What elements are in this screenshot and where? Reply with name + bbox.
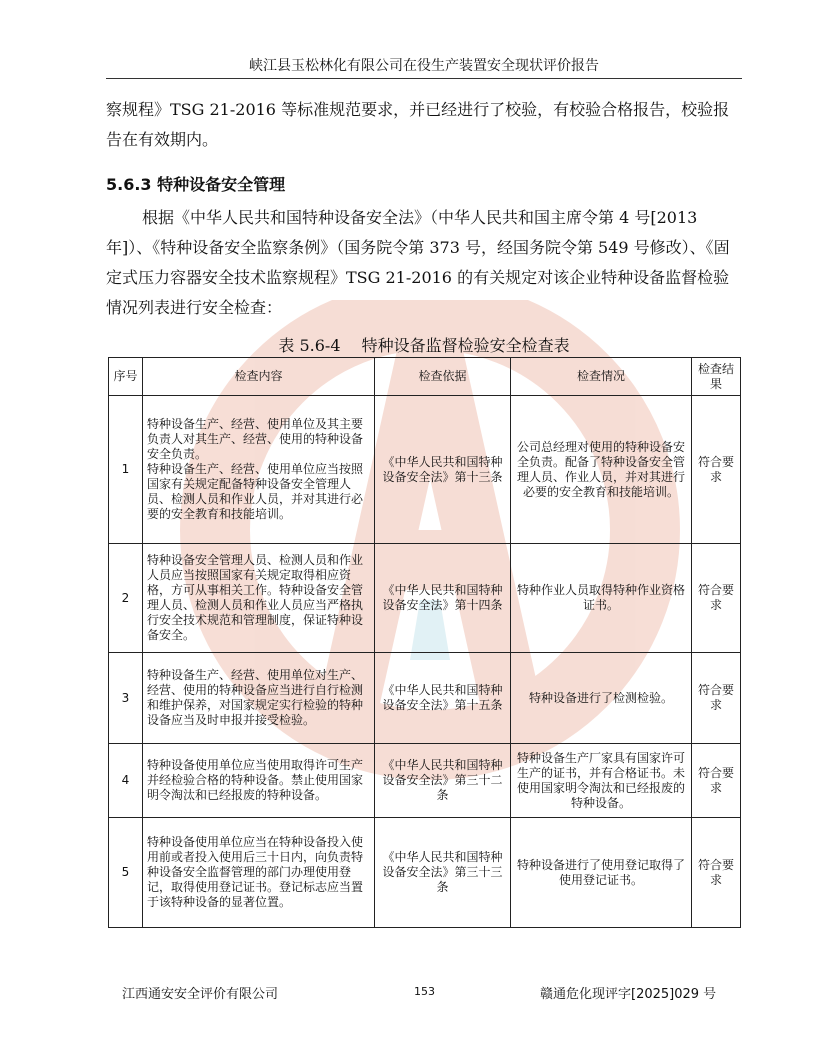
header-no: 序号 xyxy=(109,358,143,396)
row-no: 2 xyxy=(109,544,143,653)
row-basis: 《中华人民共和国特种设备安全法》第十五条 xyxy=(375,653,511,744)
page-header-title: 峡江县玉松林化有限公司在役生产装置安全现状评价报告 xyxy=(249,58,599,74)
footer-page-number: 153 xyxy=(414,985,435,998)
header-divider xyxy=(106,78,742,79)
row-no: 3 xyxy=(109,653,143,744)
footer-document-number: 赣通危化现评字[2025]029 号 xyxy=(540,987,717,1002)
row-result: 符合要求 xyxy=(692,396,741,544)
table-row xyxy=(109,396,741,544)
row-no: 4 xyxy=(109,744,143,818)
table-row xyxy=(109,744,741,818)
header-content: 检查内容 xyxy=(143,358,375,396)
header-basis: 检查依据 xyxy=(375,358,511,396)
inspection-table xyxy=(108,357,741,928)
row-result: 符合要求 xyxy=(692,818,741,928)
paragraph-intro: 根据《中华人民共和国特种设备安全法》（中华人民共和国主席令第 4 号[2013 年]）、《特种设备安全监察条例》（国务院令第 373 号，经国务院令第 549 号修改）、《固定式压力容器安全技术监察规程》TSG 21-2016 的有关规定对该企业特种设备监督检验情况列表进行安全检查： xyxy=(106,208,730,317)
row-status: 特种设备进行了检测检验。 xyxy=(511,653,692,744)
table-caption: 表 5.6-4 特种设备监督检验安全检查表 xyxy=(278,336,570,355)
row-basis: 《中华人民共和国特种设备安全法》第十三条 xyxy=(375,396,511,544)
table-row xyxy=(109,818,741,928)
row-basis: 《中华人民共和国特种设备安全法》第三十三条 xyxy=(375,818,511,928)
row-no: 1 xyxy=(109,396,143,544)
row-status: 特种作业人员取得特种作业资格证书。 xyxy=(511,544,692,653)
row-content: 特种设备生产、经营、使用单位及其主要负责人对其生产、经营、使用的特种设备安全负责。 特种设备生产、经营、使用单位应当按照国家有关规定配备特种设备安全管理人员、检测人员和作业人员，并对其进行必要的安全教育和技能培训。 xyxy=(143,396,375,544)
row-no: 5 xyxy=(109,818,143,928)
row-status: 特种设备生产厂家具有国家许可生产的证书，并有合格证书。未使用国家明令淘汰和已经报废的特种设备。 xyxy=(511,744,692,818)
row-basis: 《中华人民共和国特种设备安全法》第十四条 xyxy=(375,544,511,653)
row-result: 符合要求 xyxy=(692,653,741,744)
header-result: 检查结果 xyxy=(692,358,741,396)
row-content: 特种设备使用单位应当在特种设备投入使用前或者投入使用后三十日内，向负责特种设备安全监督管理的部门办理使用登记，取得使用登记证书。登记标志应当置于该特种设备的显著位置。 xyxy=(143,818,375,928)
table-row xyxy=(109,544,741,653)
row-basis: 《中华人民共和国特种设备安全法》第三十二条 xyxy=(375,744,511,818)
row-result: 符合要求 xyxy=(692,544,741,653)
row-status: 特种设备进行了使用登记取得了使用登记证书。 xyxy=(511,818,692,928)
section-heading: 5.6.3 特种设备安全管理 xyxy=(106,175,286,194)
header-status: 检查情况 xyxy=(511,358,692,396)
row-status: 公司总经理对使用的特种设备安全负责。配备了特种设备安全管理人员、作业人员，并对其进行必要的安全教育和技能培训。 xyxy=(511,396,692,544)
row-content: 特种设备使用单位应当使用取得许可生产并经检验合格的特种设备。禁止使用国家明令淘汰和已经报废的特种设备。 xyxy=(143,744,375,818)
footer-company: 江西通安安全评价有限公司 xyxy=(122,987,279,1002)
table-row xyxy=(109,653,741,744)
paragraph-continuation: 察规程》TSG 21-2016 等标准规范要求，并已经进行了校验，有校验合格报告，校验报告在有效期内。 xyxy=(106,100,730,149)
row-result: 符合要求 xyxy=(692,744,741,818)
row-content: 特种设备安全管理人员、检测人员和作业人员应当按照国家有关规定取得相应资格，方可从事相关工作。特种设备安全管理人员、检测人员和作业人员应当严格执行安全技术规范和管理制度，保证特种设备安全。 xyxy=(143,544,375,653)
row-content: 特种设备生产、经营、使用单位对生产、经营、使用的特种设备应当进行自行检测和维护保养，对国家规定实行检验的特种设备应当及时申报并接受检验。 xyxy=(143,653,375,744)
